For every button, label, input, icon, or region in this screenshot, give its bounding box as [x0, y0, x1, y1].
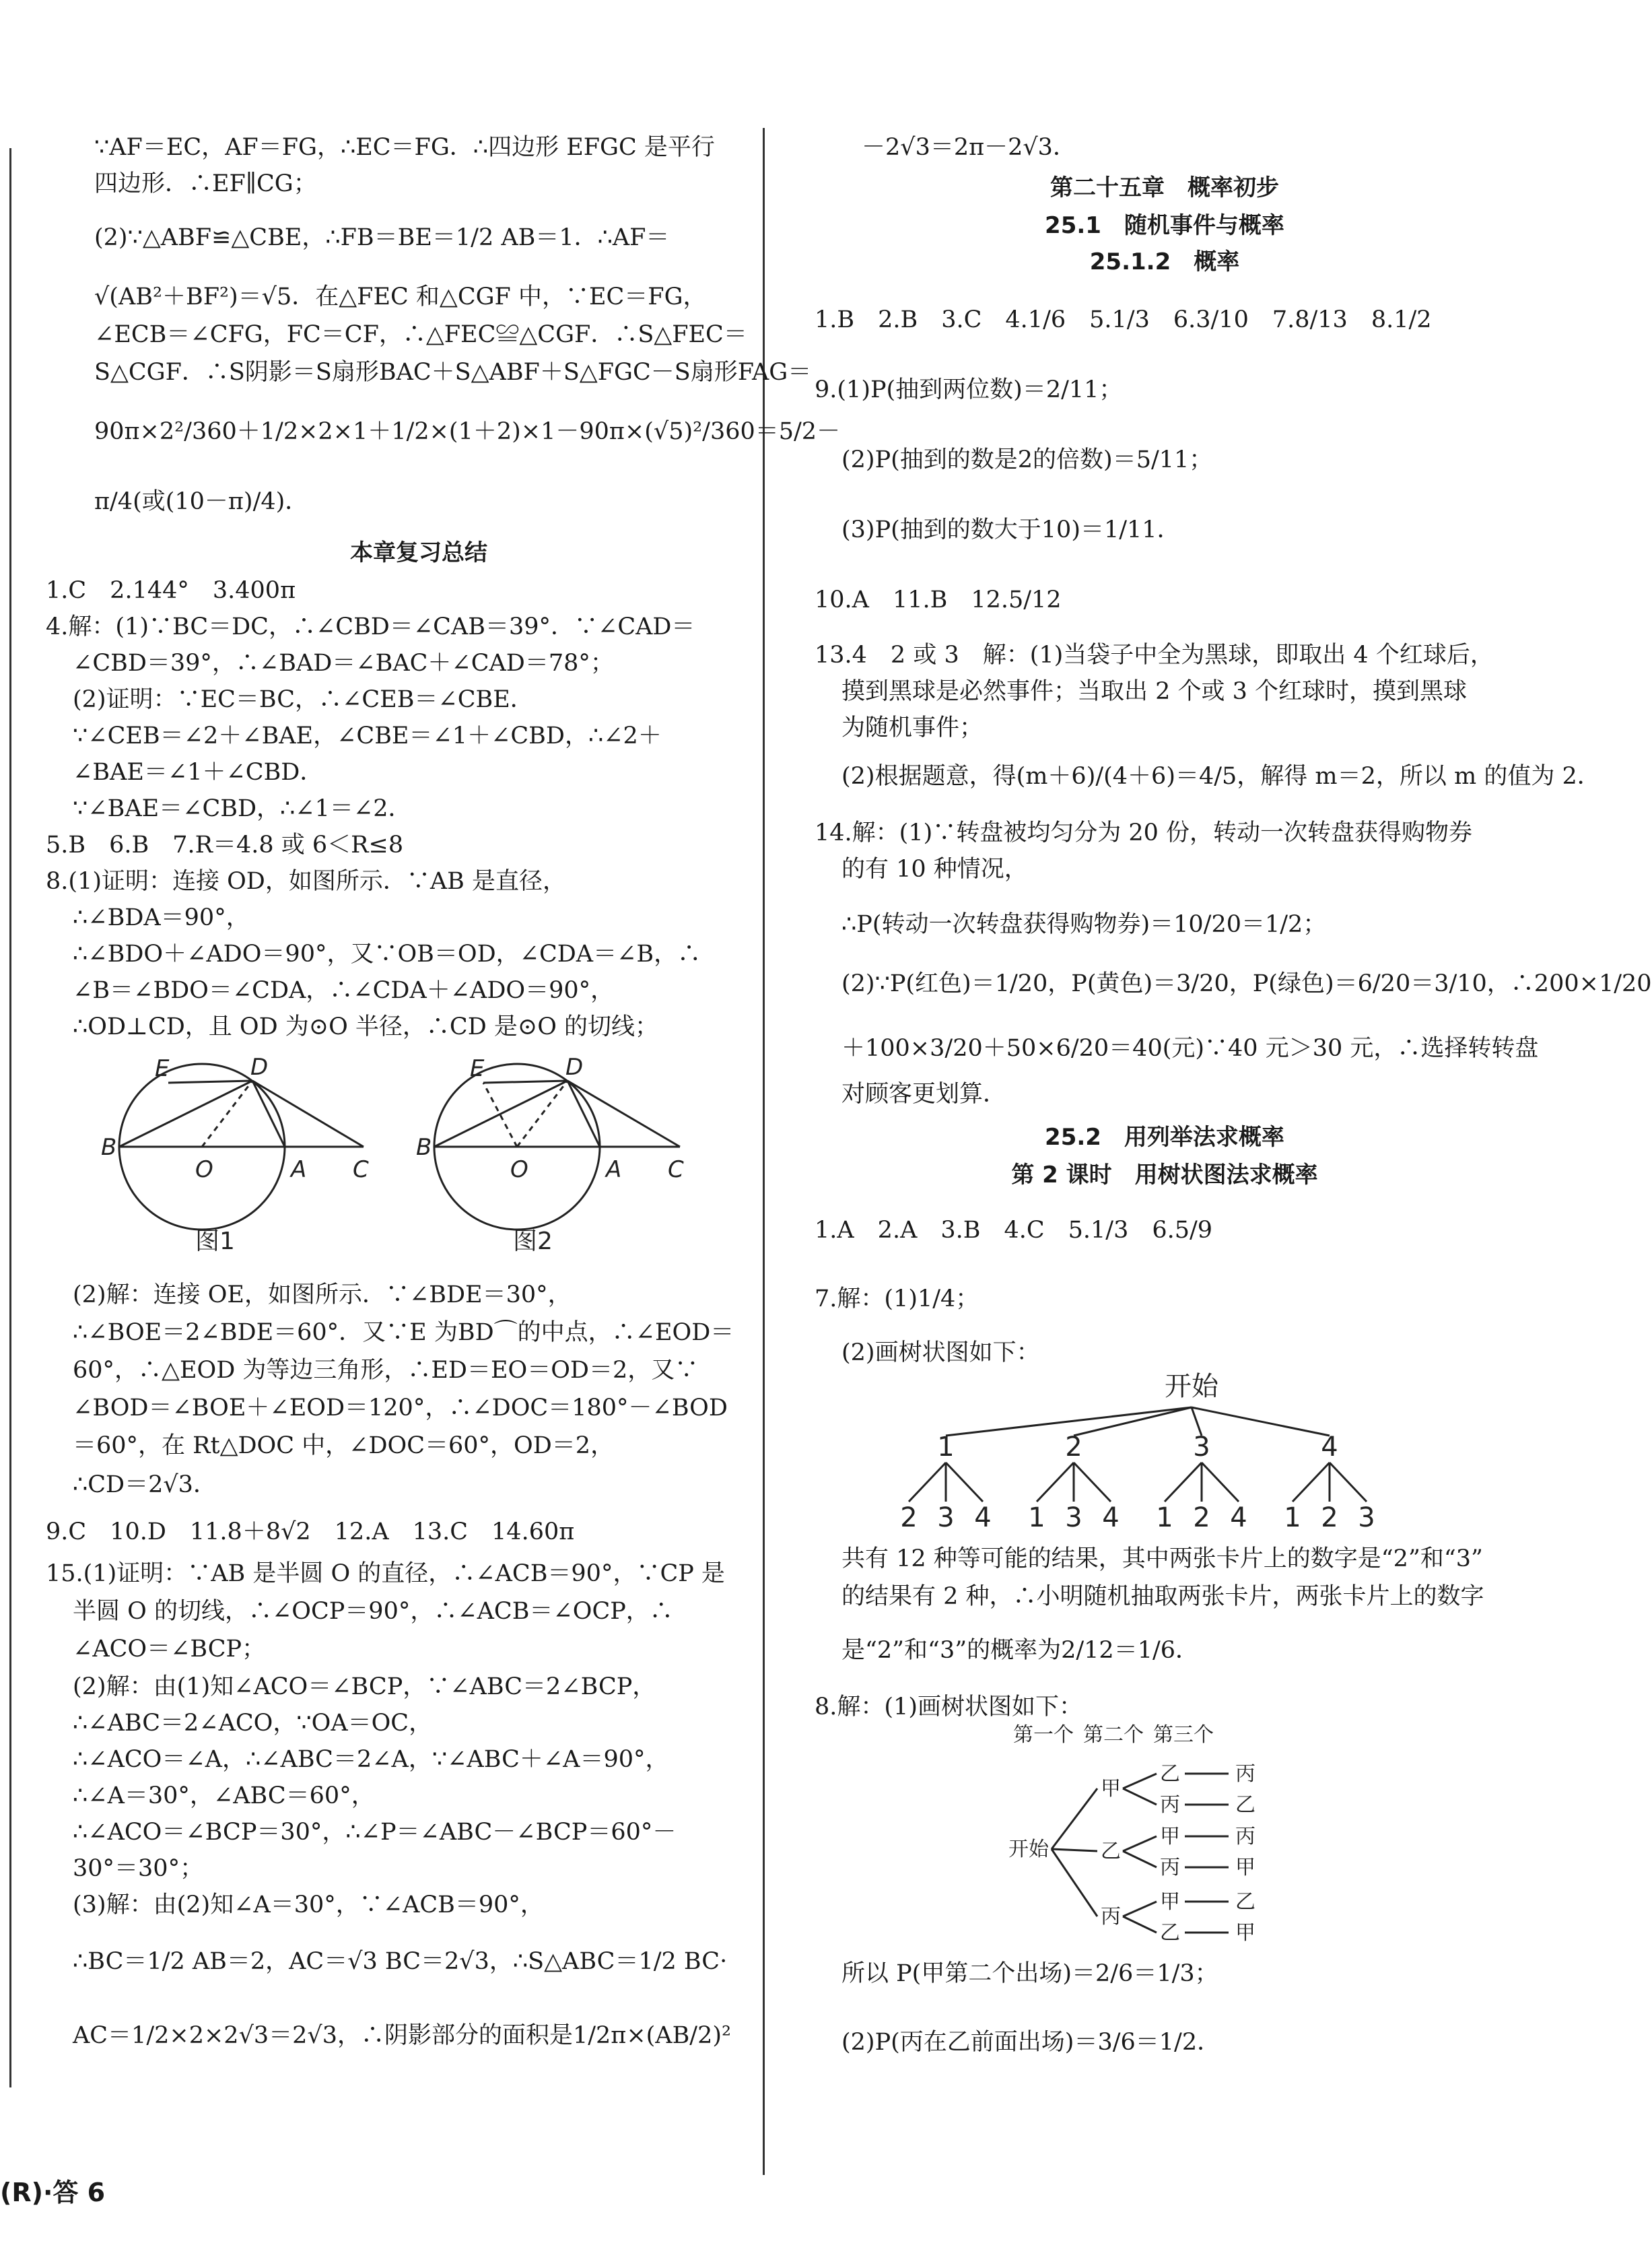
- tree1-leaf: 1: [1028, 1502, 1045, 1533]
- tree2-branch-line: [1052, 1849, 1097, 1851]
- text-line: 1.A 2.A 3.B 4.C 5.1/3 6.5/9: [815, 1217, 1213, 1244]
- label-A: A: [291, 1156, 307, 1183]
- tree2-second-line: [1123, 1851, 1157, 1867]
- tree1-leaf: 1: [1156, 1502, 1173, 1533]
- text-line: ∵∠CEB＝∠2＋∠BAE，∠CBE＝∠1＋∠CBD，∴∠2＋: [73, 723, 662, 749]
- text-line: (2)根据题意，得(m＋6)/(4＋6)＝4/5，解得 m＝2，所以 m 的值为 2．: [841, 763, 1601, 790]
- section-heading: 25.2 用列举法求概率: [1045, 1124, 1284, 1151]
- tree1-leaf: 4: [1102, 1502, 1120, 1533]
- label-O: O: [195, 1156, 213, 1183]
- tree1-node: 2: [1065, 1432, 1082, 1463]
- label-D: D: [250, 1054, 269, 1081]
- tree2-second: 丙: [1160, 1793, 1180, 1817]
- fig2-caption: 图2: [513, 1228, 553, 1255]
- text-line: 所以 P(甲第二个出场)＝2/6＝1/3；: [841, 1960, 1218, 1987]
- section-heading: 25.1 随机事件与概率: [1045, 212, 1284, 239]
- text-line: ∠BOD＝∠BOE＋∠EOD＝120°，∴∠DOC＝180°－∠BOD: [73, 1395, 728, 1421]
- text-line: (2)解：由(1)知∠ACO＝∠BCP，∵∠ABC＝2∠BCP，: [73, 1673, 656, 1700]
- tree2-second: 甲: [1160, 1890, 1180, 1914]
- tree2-second: 乙: [1160, 1762, 1180, 1786]
- text-line: √(AB²＋BF²)＝√5．在△FEC 和△CGF 中，∵EC＝FG，: [94, 283, 707, 310]
- text-line: ∴∠ACO＝∠A，∴∠ABC＝2∠A，∵∠ABC＋∠A＝90°，: [73, 1746, 669, 1773]
- text-line: ∴∠BDA＝90°，: [73, 904, 250, 931]
- label-B: B: [416, 1134, 432, 1161]
- label-E: E: [155, 1055, 170, 1082]
- text-line: 9.(1)P(抽到两位数)＝2/11；: [815, 376, 1123, 403]
- left-edge-rule: [9, 148, 11, 2087]
- text-line: (2)∵P(红色)＝1/20，P(黄色)＝3/20，P(绿色)＝6/20＝3/10，∴200×1/20: [841, 970, 1652, 997]
- text-line: (2)P(丙在乙前面出场)＝3/6＝1/2．: [841, 2029, 1221, 2056]
- text-line: ∠B＝∠BDO＝∠CDA，∴∠CDA＋∠ADO＝90°，: [73, 977, 615, 1004]
- tree1-leaf: 4: [974, 1502, 992, 1533]
- text-line: ∴CD＝2√3．: [73, 1471, 217, 1498]
- tree2-third: 丙: [1235, 1762, 1255, 1786]
- tree2-first: 丙: [1101, 1905, 1121, 1929]
- text-line: 7.解：(1)1/4；: [815, 1285, 979, 1312]
- label-D: D: [565, 1054, 584, 1081]
- tree2-third: 乙: [1235, 1890, 1255, 1914]
- tree1-leaf-line: [1165, 1463, 1202, 1502]
- text-line: ＋100×3/20＋50×6/20＝40(元)∵40 元＞30 元，∴选择转转盘: [841, 1035, 1539, 1062]
- text-line: ∴∠BDO＋∠ADO＝90°，又∵OB＝OD，∠CDA＝∠B，∴: [73, 941, 701, 968]
- text-line: 半圆 O 的切线，∴∠OCP＝90°，∴∠ACB＝∠OCP，∴: [73, 1598, 673, 1625]
- text-line: (2)证明：∵EC＝BC，∴∠CEB＝∠CBE．: [73, 686, 534, 713]
- tree2-header: 第三个: [1153, 1723, 1214, 1747]
- tree-diagram-2: [996, 1721, 1373, 1943]
- tree2-header: 第二个: [1083, 1723, 1144, 1747]
- text-line: 1.B 2.B 3.C 4.1/6 5.1/3 6.3/10 7.8/13 8.1/2: [815, 306, 1432, 333]
- text-line: ∠ECB＝∠CFG，FC＝CF，∴△FEC≌△CGF．∴S△FEC＝: [94, 321, 747, 348]
- text-line: 9.C 10.D 11.8＋8√2 12.A 13.C 14.60π: [46, 1518, 575, 1545]
- label-B: B: [101, 1134, 117, 1161]
- text-line: 60°，∴△EOD 为等边三角形，∴ED＝EO＝OD＝2，又∵: [73, 1357, 699, 1384]
- tree2-third: 乙: [1235, 1793, 1255, 1817]
- text-line: 的有 10 种情况，: [841, 856, 1028, 883]
- text-line: ∴OD⊥CD，且 OD 为⊙O 半径，∴CD 是⊙O 的切线；: [73, 1013, 659, 1040]
- text-line: (2)画树状图如下：: [841, 1339, 1040, 1366]
- tree1-leaf: 2: [1193, 1502, 1210, 1533]
- tree2-root: 开始: [1008, 1838, 1049, 1861]
- tree2-header: 第一个: [1013, 1723, 1074, 1747]
- text-line: 15.(1)证明：∵AB 是半圆 O 的直径，∴∠ACB＝90°，∵CP 是: [46, 1560, 725, 1587]
- tree1-leaf: 3: [1358, 1502, 1375, 1533]
- text-line: (3)解：由(2)知∠A＝30°，∵∠ACB＝90°，: [73, 1892, 544, 1918]
- text-line: 30°＝30°；: [73, 1855, 204, 1882]
- text-line: ∵AF＝EC，AF＝FG，∴EC＝FG．∴四边形 EFGC 是平行: [94, 134, 715, 161]
- text-line: AC＝1/2×2×2√3＝2√3，∴阴影部分的面积是1/2π×(AB/2)²: [73, 2022, 732, 2049]
- label-C: C: [353, 1156, 369, 1183]
- tree2-second-line: [1123, 1836, 1157, 1851]
- tree1-node: 4: [1321, 1432, 1338, 1463]
- text-line: ∠BAE＝∠1＋∠CBD．: [73, 759, 324, 786]
- text-line: ∴∠ABC＝2∠ACO，∵OA＝OC，: [73, 1710, 433, 1737]
- text-line: 90π×2²/360＋1/2×2×1＋1/2×(1＋2)×1－90π×(√5)²/360＝5/2－: [94, 418, 841, 445]
- text-line: (3)P(抽到的数大于10)＝1/11．: [841, 516, 1181, 543]
- tree2-third: 甲: [1235, 1921, 1255, 1945]
- tree2-second-line: [1123, 1902, 1157, 1916]
- text-line: 4.解：(1)∵BC＝DC，∴∠CBD＝∠CAB＝39°．∵∠CAD＝: [46, 613, 695, 640]
- text-line: ∵∠BAE＝∠CBD，∴∠1＝∠2．: [73, 795, 412, 822]
- page-footer: (R)·答 6: [0, 2178, 106, 2207]
- lesson-heading: 第 2 课时 用树状图法求概率: [1011, 1162, 1318, 1189]
- text-line: ∴∠BOE＝2∠BDE＝60°．又∵E 为BD⌒的中点，∴∠EOD＝: [73, 1319, 734, 1346]
- tree1-leaf-line: [1293, 1463, 1330, 1502]
- tree1-leaf: 3: [937, 1502, 955, 1533]
- text-line: 为随机事件；: [841, 714, 984, 741]
- label-A: A: [606, 1156, 622, 1183]
- text-line: (2)∵△ABF≌△CBE，∴FB＝BE＝1/2 AB＝1．∴AF＝: [94, 224, 670, 251]
- tree1-leaf: 1: [1284, 1502, 1301, 1533]
- tree1-branch-line: [1074, 1407, 1192, 1436]
- text-line: －2√3＝2π－2√3．: [862, 134, 1076, 161]
- text-line: 四边形．∴EF∥CG；: [94, 170, 317, 197]
- tree1-leaf: 2: [1321, 1502, 1338, 1533]
- tree1-leaf-line: [1037, 1463, 1074, 1502]
- text-line: 14.解：(1)∵转盘被均匀分为 20 份，转动一次转盘获得购物券: [815, 819, 1473, 846]
- subsection-heading: 25.1.2 概率: [1089, 248, 1240, 275]
- tree2-second-line: [1123, 1916, 1157, 1933]
- text-line: 10.A 11.B 12.5/12: [815, 587, 1062, 613]
- tree1-root: 开始: [1165, 1371, 1218, 1402]
- section-heading: 本章复习总结: [350, 539, 487, 566]
- tree2-third: 甲: [1235, 1856, 1255, 1879]
- text-line: ∴P(转动一次转盘获得购物券)＝10/20＝1/2；: [841, 911, 1327, 938]
- tree1-leaf-line: [909, 1463, 946, 1502]
- tree1-node: 1: [937, 1432, 955, 1463]
- text-line: S△CGF．∴S阴影＝S扇形BAC＋S△ABF＋S△FGC－S扇形FAG＝: [94, 359, 812, 386]
- tree2-second: 甲: [1160, 1825, 1180, 1848]
- tree2-first: 乙: [1101, 1840, 1121, 1863]
- text-line: (2)解：连接 OE，如图所示．∵∠BDE＝30°，: [73, 1281, 572, 1308]
- tree2-first: 甲: [1101, 1777, 1121, 1801]
- tree2-second: 乙: [1160, 1921, 1180, 1945]
- fig1-caption: 图1: [195, 1228, 235, 1255]
- tree2-second: 丙: [1160, 1856, 1180, 1879]
- tree1-leaf: 4: [1230, 1502, 1247, 1533]
- text-line: 13.4 2 或 3 解：(1)当袋子中全为黑球，即取出 4 个红球后，: [815, 642, 1494, 669]
- label-O: O: [510, 1156, 528, 1183]
- tree1-leaf-line: [1074, 1463, 1111, 1502]
- text-line: 1.C 2.144° 3.400π: [46, 577, 296, 604]
- text-line: 8.(1)证明：连接 OD，如图所示．∵AB 是直径，: [46, 868, 566, 895]
- tree1-leaf-line: [1330, 1463, 1367, 1502]
- text-line: 对顾客更划算．: [841, 1081, 1007, 1108]
- text-line: 8.解：(1)画树状图如下：: [815, 1694, 1082, 1720]
- text-line: ∠ACO＝∠BCP；: [73, 1636, 266, 1663]
- tree2-second-line: [1123, 1788, 1157, 1805]
- text-line: π/4(或(10－π)/4)．: [94, 488, 309, 515]
- text-line: 摸到黑球是必然事件；当取出 2 个或 3 个红球时，摸到黑球: [841, 678, 1468, 705]
- tree1-leaf-line: [946, 1463, 983, 1502]
- text-line: ∴BC＝1/2 AB＝2，AC＝√3 BC＝2√3，∴S△ABC＝1/2 BC·: [73, 1948, 728, 1975]
- circle-tangent-figures: [101, 1050, 707, 1255]
- tree-diagram-1: [889, 1368, 1494, 1537]
- text-line: ＝60°，在 Rt△DOC 中，∠DOC＝60°，OD＝2，: [73, 1432, 615, 1459]
- label-E: E: [470, 1055, 485, 1082]
- tree2-third: 丙: [1235, 1825, 1255, 1848]
- tree1-leaf: 3: [1065, 1502, 1082, 1533]
- text-line: 5.B 6.B 7.R＝4.8 或 6＜R≤8: [46, 832, 404, 859]
- tree2-branch-line: [1052, 1849, 1097, 1916]
- chapter-heading: 第二十五章 概率初步: [1050, 174, 1279, 201]
- text-line: 共有 12 种等可能的结果，其中两张卡片上的数字是“2”和“3”: [841, 1545, 1483, 1572]
- text-line: ∠CBD＝39°，∴∠BAD＝∠BAC＋∠CAD＝78°；: [73, 650, 614, 677]
- label-C: C: [668, 1156, 684, 1183]
- text-line: 的结果有 2 种，∴小明随机抽取两张卡片，两张卡片上的数字: [841, 1583, 1484, 1610]
- text-line: ∴∠A＝30°，∠ABC＝60°，: [73, 1782, 375, 1809]
- tree1-branch-line: [1192, 1407, 1330, 1436]
- tree2-branch-line: [1052, 1788, 1097, 1849]
- tree1-node: 3: [1193, 1432, 1210, 1463]
- tree1-leaf-line: [1202, 1463, 1239, 1502]
- text-line: ∴∠ACO＝∠BCP＝30°，∴∠P＝∠ABC－∠BCP＝60°－: [73, 1819, 677, 1846]
- tree1-leaf: 2: [900, 1502, 918, 1533]
- text-line: 是“2”和“3”的概率为2/12＝1/6．: [841, 1637, 1200, 1664]
- text-line: (2)P(抽到的数是2的倍数)＝5/11；: [841, 446, 1213, 473]
- tree2-second-line: [1123, 1774, 1157, 1788]
